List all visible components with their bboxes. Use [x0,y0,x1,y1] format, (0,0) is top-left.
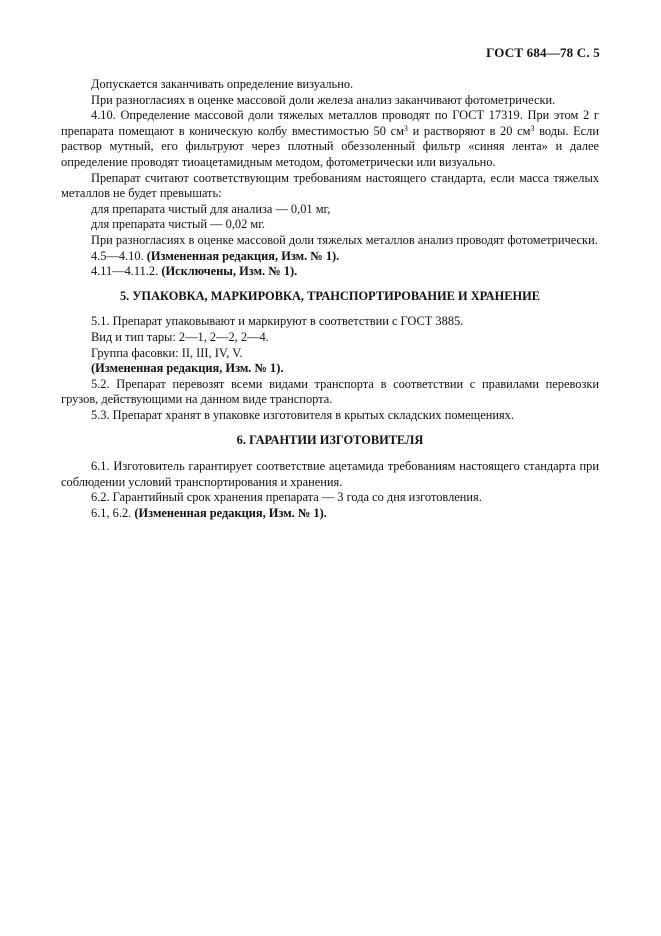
paragraph: 6.2. Гарантийный срок хранения препарата — 3 года со дня изготовления. [91,490,482,505]
amendment-note [61,264,599,280]
amendment-text: (Измененная редакция, Изм. № 1). [146,248,340,263]
amendment-text: (Измененная редакция, Изм. № 1). [134,505,327,520]
amendment-note: (Измененная редакция, Изм. № 1). [91,361,284,376]
paragraph: При разногласиях в оценке массовой доли железа анализ заканчивают фотометрически. [91,92,556,107]
amendment-note [61,506,599,522]
paragraph: 5.3. Препарат хранят в упаковке изготовителя в крытых складских помещениях. [91,407,514,422]
document-body [61,77,599,521]
text: 4.11—4.11.2. [91,264,162,279]
paragraph-4-10 [61,108,599,170]
paragraph: Препарат считают соответствующим требованиям настоящего стандарта, если масса тяжелых металлов не будет превышать: [61,170,599,201]
paragraph: При разногласиях в оценке массовой доли тяжелых металлов анализ проводят фотометрически. [91,232,598,247]
paragraph: Допускается заканчивать определение визуально. [91,77,354,91]
paragraph: 5.1. Препарат упаковывают и маркируют в соответствии с ГОСТ 3885. [91,314,464,329]
paragraph: 5.2. Препарат перевозят всеми видами транспорта в соответствии с правилами перевозки грузов, действующими на данном виде транспорта. [61,376,599,407]
paragraph: 6.1. Изготовитель гарантирует соответствие ацетамида требованиям настоящего стандарта при соблюдении условий транспортирования и хранения. [61,459,599,489]
section-heading-6: 6. ГАРАНТИИ ИЗГОТОВИТЕЛЯ [236,433,424,448]
text: и растворяют в 20 см [407,123,531,138]
paragraph: Вид и тип тары: 2—1, 2—2, 2—4. [91,329,269,344]
text: 4.10. Определение массовой доли тяжелых металлов проводят по ГОСТ 17319. При этом 2 г препарата помещают в коническую колбу вместимостью 50 см [61,108,599,138]
page-header: ГОСТ 684—78 С. 5 [486,45,600,60]
amendment-text: (Исключены, Изм. № 1). [161,264,298,279]
paragraph: для препарата чистый для анализа — 0,01 мг, [91,201,331,216]
paragraph: для препарата чистый — 0,02 мг. [91,217,266,232]
amendment-note [61,249,599,265]
section-heading-5: 5. УПАКОВКА, МАРКИРОВКА, ТРАНСПОРТИРОВАНИЕ И ХРАНЕНИЕ [119,288,541,303]
superscript: 3 [530,123,535,133]
text: воды. Если раствор мутный, его фильтруют через плотный обеззоленный фильтр «синяя лента» и далее определение проводят тиоацетамидным методом, фотометрически или визуально. [61,123,599,169]
paragraph: Группа фасовки: II, III, IV, V. [91,345,243,360]
text: 4.5—4.10. [91,248,147,263]
superscript: 3 [403,123,408,133]
text: 6.1, 6.2. [91,505,135,520]
